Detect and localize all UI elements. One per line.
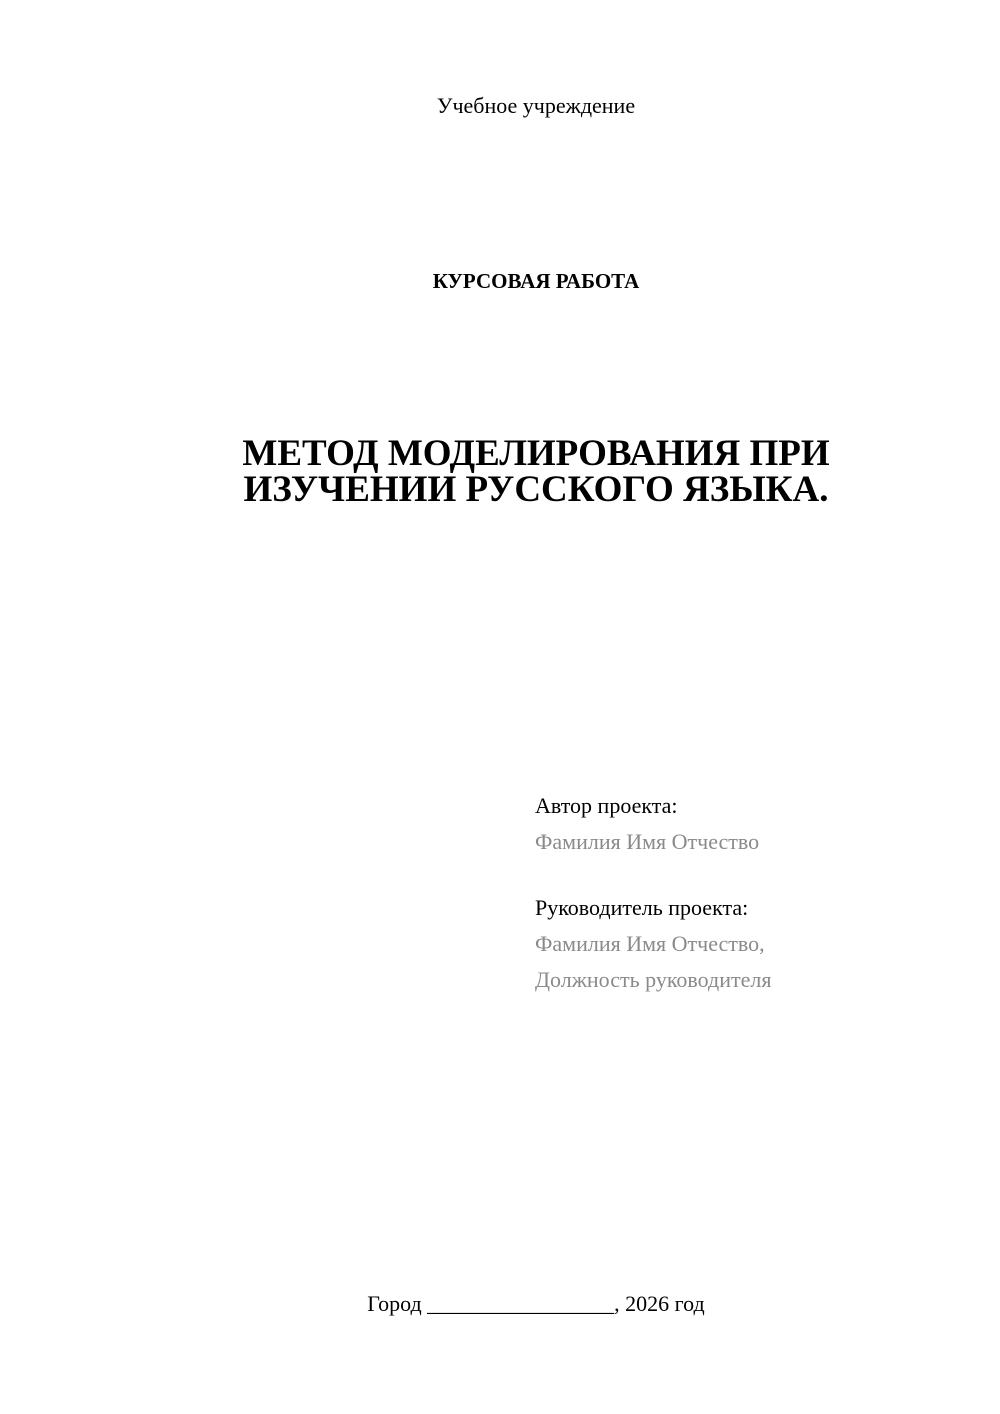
year-text: , 2026 год <box>614 1291 705 1316</box>
document-title <box>0 433 1000 510</box>
city-year-line <box>0 1290 1000 1318</box>
supervisor-position: Должность руководителя <box>535 967 772 992</box>
supervisor-name: Фамилия Имя Отчество, <box>535 931 765 956</box>
author-label: Автор проекта: <box>535 793 678 818</box>
title-line-1: МЕТОД МОДЕЛИРОВАНИЯ ПРИ <box>242 433 830 474</box>
city-blank: _________________ <box>427 1291 615 1316</box>
title-line-2: ИЗУЧЕНИИ РУССКОГО ЯЗЫКА. <box>243 469 829 510</box>
credits-block <box>535 788 771 998</box>
credits-spacer <box>535 860 771 890</box>
institution-name: Учебное учреждение <box>436 93 636 118</box>
work-type-heading: КУРСОВАЯ РАБОТА <box>432 269 640 293</box>
author-name: Фамилия Имя Отчество <box>535 829 760 854</box>
supervisor-label: Руководитель проекта: <box>535 895 749 920</box>
city-label: Город <box>367 1291 422 1316</box>
